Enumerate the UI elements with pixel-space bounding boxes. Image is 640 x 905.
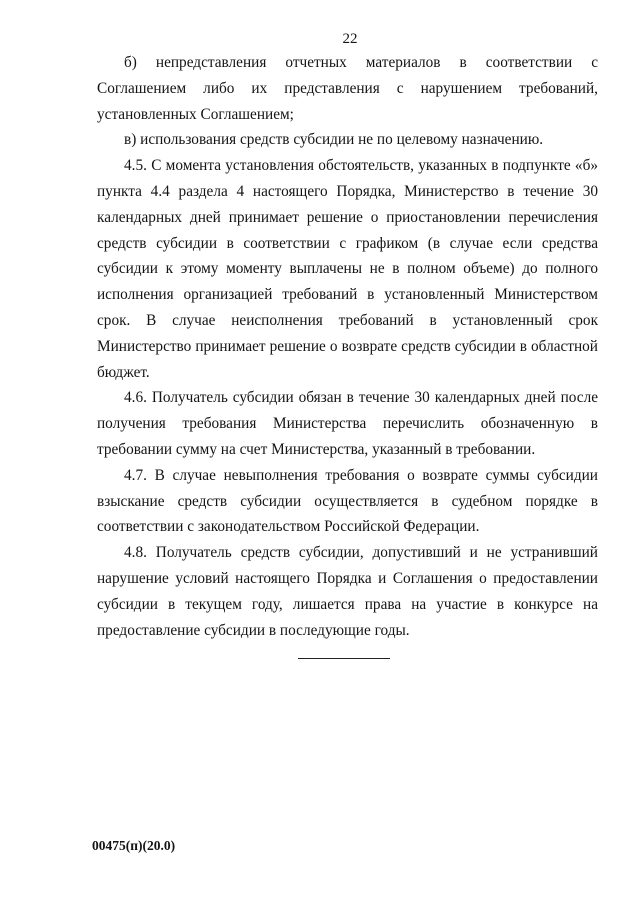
paragraph-4-8: 4.8. Получатель средств субсидии, допустивший и не устранивший нарушение условий настоящего Порядка и Соглашения о предоставлении субсидии в текущем году, лишается права на участие в конкурсе на предоставление субсидии в последующие годы.	[97, 544, 598, 639]
paragraph-4-7: 4.7. В случае невыполнения требования о возврате суммы субсидии взыскание средств субсидии осуществляется в судебном порядке в соответствии с законодательством Российской Федерации.	[97, 466, 598, 536]
document-code: 00475(п)(20.0)	[92, 838, 176, 853]
paragraph-4-6: 4.6. Получатель субсидии обязан в течение 30 календарных дней после получения требования Министерства перечислить обозначенную в требовании сумму на счет Министерства, указанный в требовании.	[97, 389, 598, 458]
end-separator-line	[298, 658, 390, 659]
document-body	[97, 50, 598, 643]
page-number: 22	[342, 31, 358, 47]
paragraph-item-b: б) непредставления отчетных материалов в соответствии с Соглашением либо их представления с нарушением требований, установленных Соглашением;	[97, 54, 598, 123]
paragraph-4-5: 4.5. С момента установления обстоятельств, указанных в подпункте «б» пункта 4.4 раздела 4 настоящего Порядка, Министерство в течение 30 календарных дней принимает решение о приостановлении перечисления средств субсидии в соответствии с графиком (в случае если средства субсидии к этому моменту выплачены не в полном объеме) до полного исполнения организацией требований в установленный Министерством срок. В случае неисполнения требований в установленный срок Министерство принимает решение о возврате средств субсидии в областной бюджет.	[97, 157, 598, 381]
paragraph-item-v: в) использования средств субсидии не по целевому назначению.	[124, 131, 544, 149]
